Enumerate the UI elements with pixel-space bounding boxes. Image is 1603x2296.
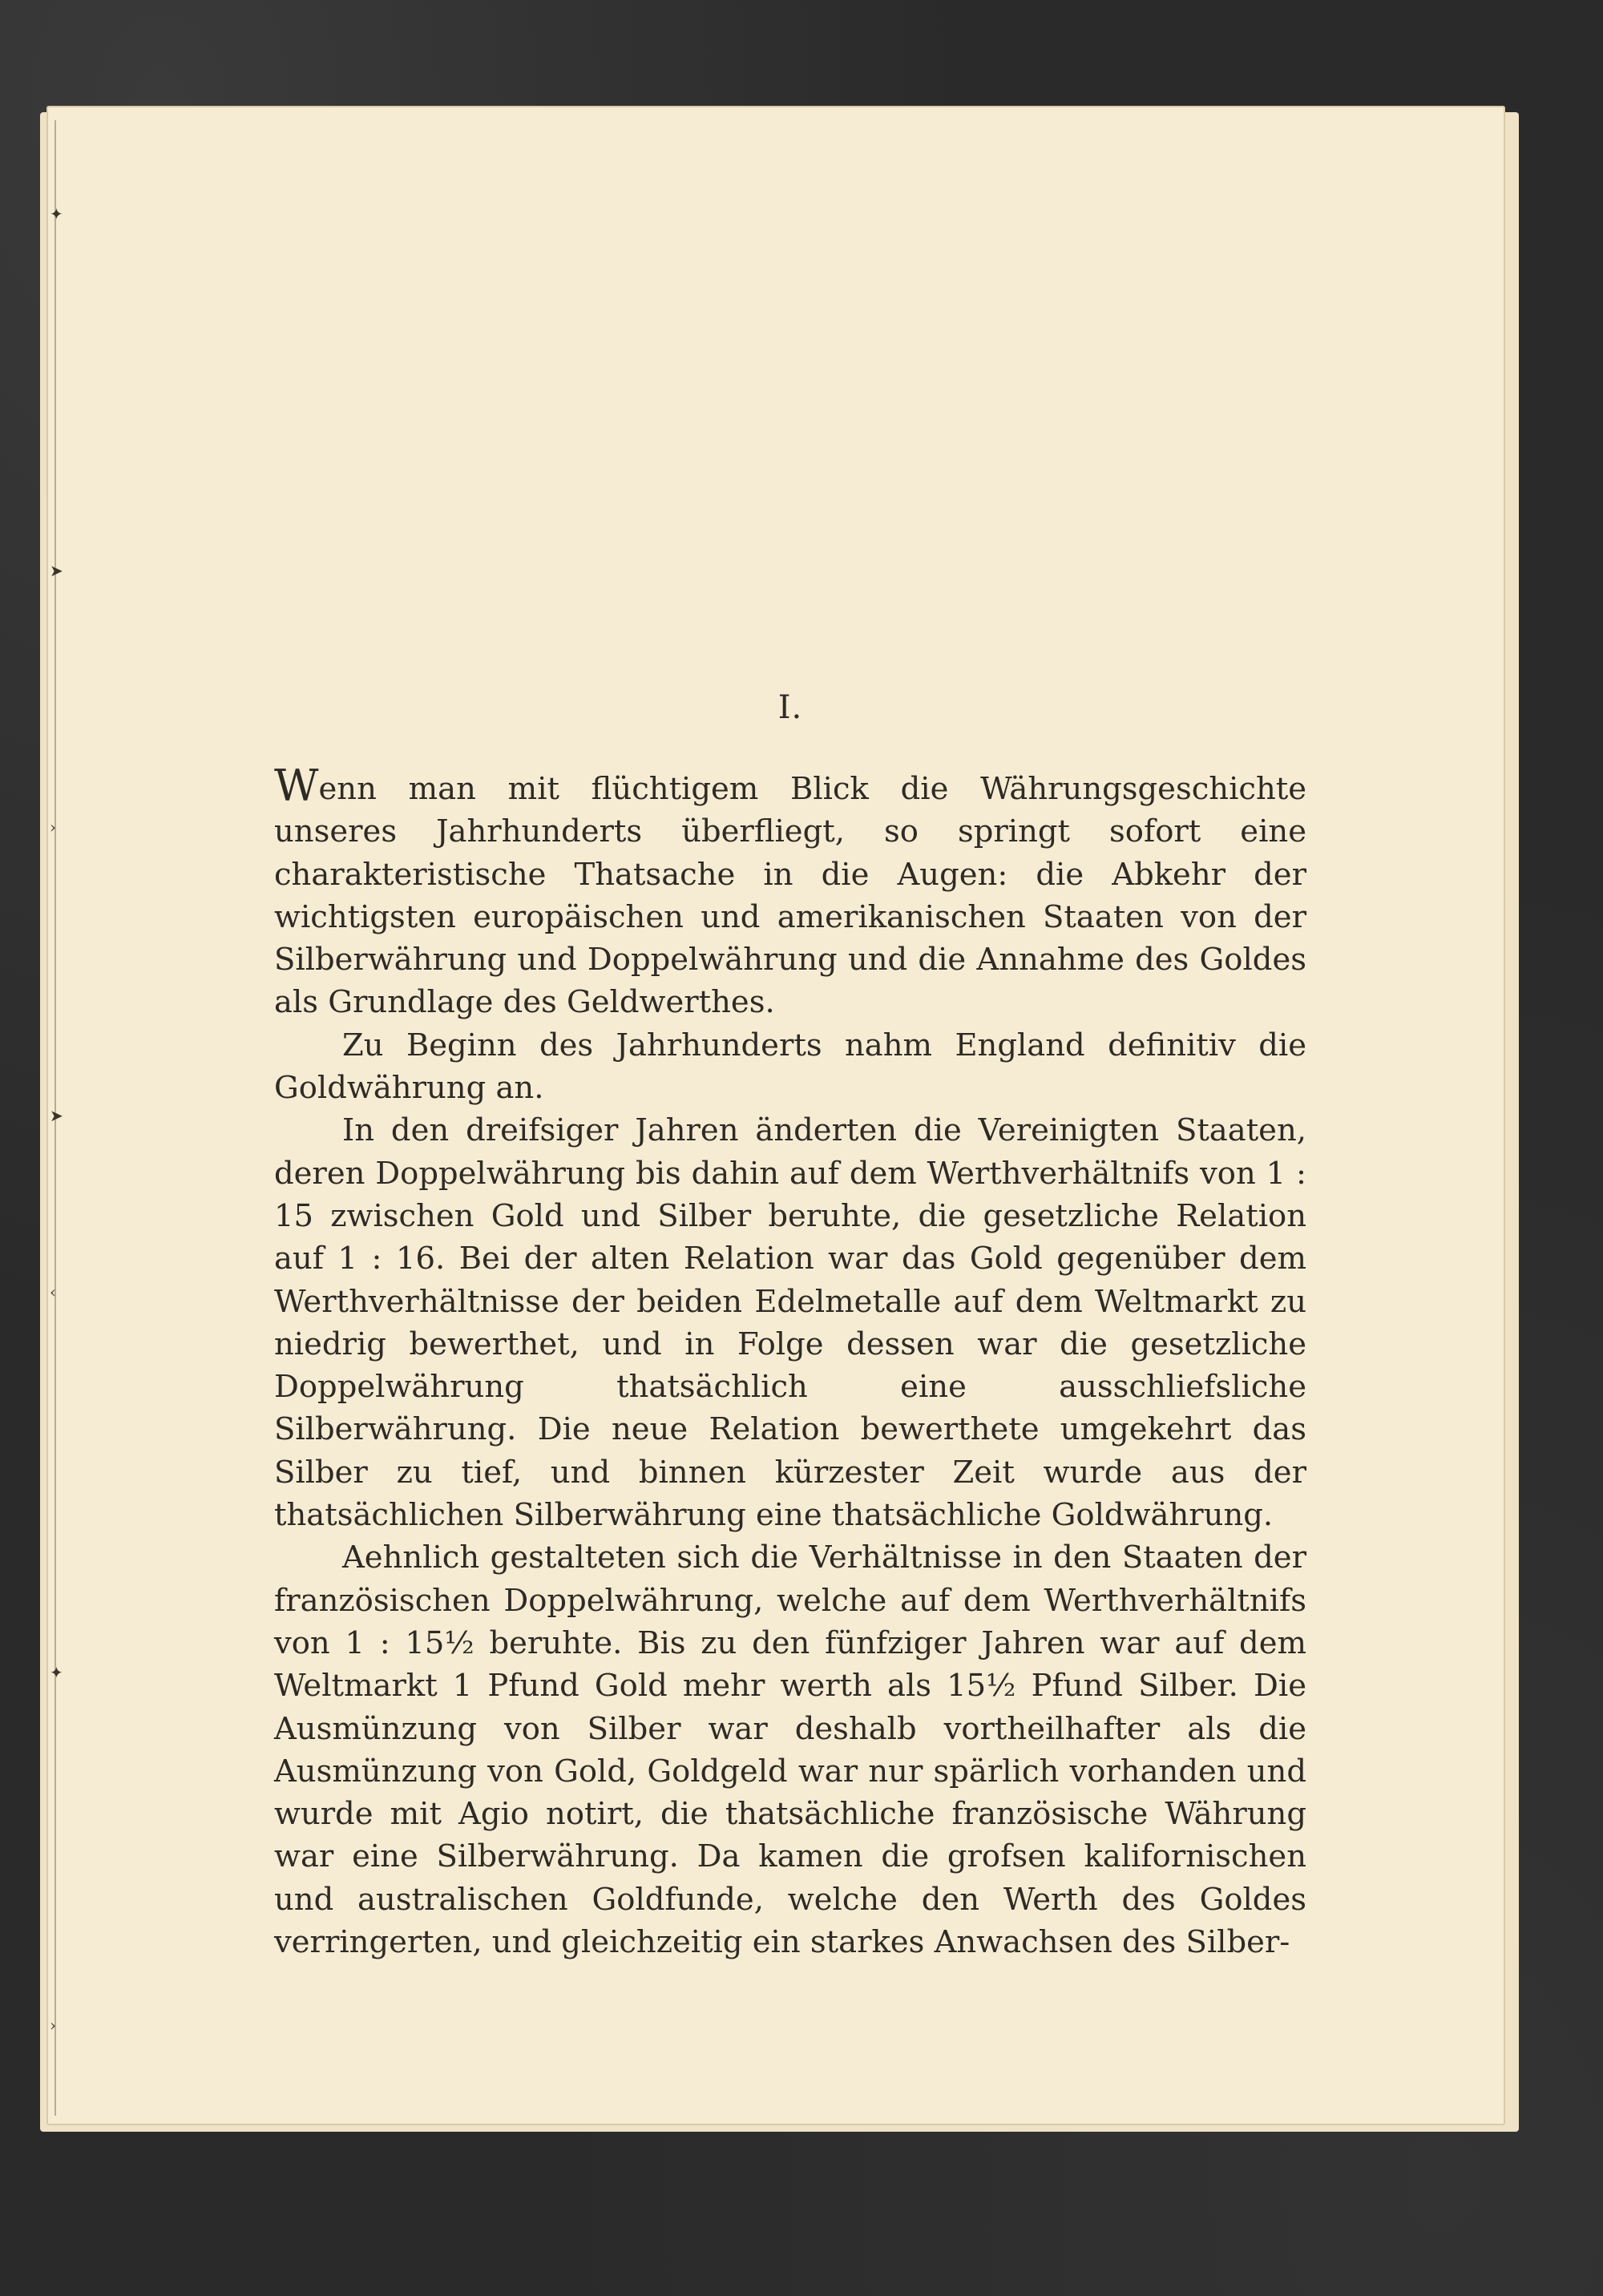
page-binding	[50, 120, 61, 2116]
initial-letter: W	[274, 761, 319, 811]
paragraph: Aehnlich gestalteten sich die Verhältnisse in den Staaten der französischen Doppelwährung, welche auf dem Werthverhältnifs von 1 : 15½ beruhte. Bis zu den fünfziger Jahren war auf dem Weltmarkt 1 Pfund Gold mehr werth als 15½ Pfund Silber. Die Ausmünzung von Silber war deshalb vortheilhafter als die Ausmünzung von Gold, Goldgeld war nur spärlich vorhanden und wurde mit Agio notirt, die thatsächliche französische Währung war eine Silberwährung. Da kamen die grofsen kalifornischen und australischen Goldfunde, welche den Werth des Goldes verringerten, und gleichzeitig ein starkes Anwachsen des Silber-	[274, 1539, 1306, 1961]
paragraph: In den dreifsiger Jahren änderten die Vereinigten Staaten, deren Doppelwährung bis dahin auf dem Werthverhältnifs von 1 : 15 zwischen Gold und Silber beruhte, die gesetzliche Relation auf 1 : 16. Bei der alten Relation war das Gold gegenüber dem Werthverhältnisse der beiden Edelmetalle auf dem Weltmarkt zu niedrig bewerthet, und in Folge dessen war die gesetzliche Doppelwährung thatsächlich eine ausschliefsliche Silberwährung. Die neue Relation bewerthete umgekehrt das Silber zu tief, und binnen kürzester Zeit wurde aus der thatsächlichen Silberwährung eine thatsächliche Goldwährung.	[274, 1112, 1306, 1534]
chapter-number: I.	[777, 689, 803, 726]
stitch-mark: ➤	[50, 561, 63, 580]
stitch-mark: ›	[50, 817, 56, 837]
paragraph: Zu Beginn des Jahrhunderts nahm England definitiv die Goldwährung an.	[274, 1027, 1306, 1107]
paragraph	[274, 761, 1306, 1024]
stitch-mark: ›	[50, 2016, 56, 2035]
stitch-mark: ✦	[50, 204, 63, 224]
stitch-mark: ➤	[50, 1106, 63, 1125]
paragraph-text: enn man mit flüchtigem Blick die Währungsgeschichte unseres Jahrhunderts überfliegt, so springt sofort eine charakteristische Thatsache in die Augen: die Abkehr der wichtigsten europäischen und amerikanischen Staaten von der Silberwährung und Doppelwährung und die Annahme des Goldes als Grundlage des Geldwerthes.	[274, 771, 1306, 1021]
stitch-mark: ✦	[50, 1663, 63, 1682]
page-content	[274, 689, 1306, 1963]
stitch-mark: ‹	[50, 1282, 56, 1301]
